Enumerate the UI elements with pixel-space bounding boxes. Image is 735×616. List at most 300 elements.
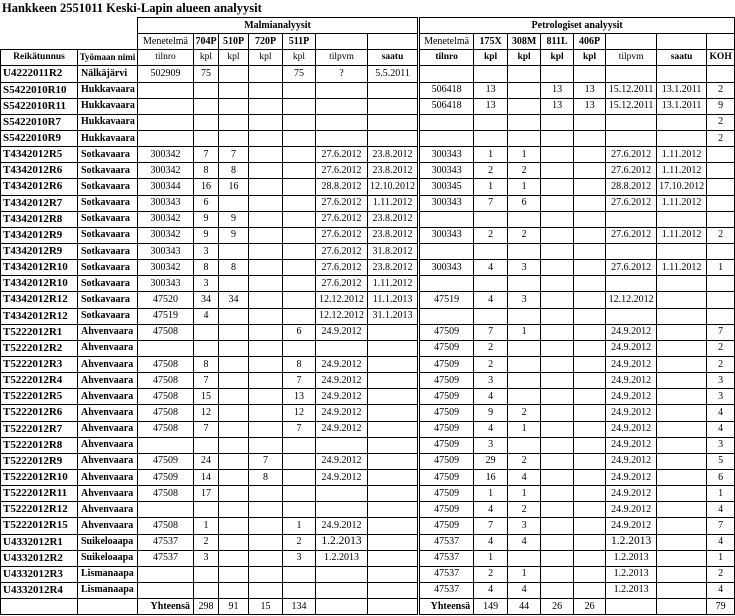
cell-ore-order-date bbox=[316, 486, 368, 502]
cell-petro-received-date bbox=[657, 243, 707, 259]
cell-ore-511p bbox=[283, 566, 316, 582]
cell-ore-704p: 14 bbox=[194, 469, 219, 485]
cell-petro-308m bbox=[508, 243, 541, 259]
cell-ore-704p: 12 bbox=[194, 405, 219, 421]
cell-ore-720p: 8 bbox=[249, 469, 283, 485]
cell-ore-order-no: 300343 bbox=[138, 243, 194, 259]
cell-petro-406p bbox=[574, 518, 606, 534]
cell-ore-order-no bbox=[138, 114, 194, 130]
cell-petro-811l bbox=[541, 437, 574, 453]
ore-analyses-header: Malmianalyysit bbox=[138, 18, 419, 34]
cell-petro-received-date bbox=[657, 356, 707, 372]
cell-ore-720p bbox=[249, 98, 283, 114]
cell-hole-id: S5422010R10 bbox=[1, 82, 78, 98]
cell-hole-id: T5222012R5 bbox=[1, 389, 78, 405]
cell-ore-order-date bbox=[316, 566, 368, 582]
cell-petro-order-no bbox=[419, 66, 474, 82]
cell-ore-received-date: 11.1.2013 bbox=[368, 292, 419, 308]
cell-petro-308m: 2 bbox=[508, 405, 541, 421]
cell-ore-received-date: 23.8.2012 bbox=[368, 227, 419, 243]
cell-petro-406p bbox=[574, 147, 606, 163]
analysis-table bbox=[0, 17, 735, 615]
cell-petro-308m bbox=[508, 276, 541, 292]
cell-petro-received-date bbox=[657, 469, 707, 485]
cell-ore-720p bbox=[249, 389, 283, 405]
cell-ore-order-date: 27.6.2012 bbox=[316, 147, 368, 163]
cell-ore-order-no: 47537 bbox=[138, 534, 194, 550]
cell-ore-order-date bbox=[316, 82, 368, 98]
cell-ore-order-no bbox=[138, 566, 194, 582]
cell-hole-id: S5422010R7 bbox=[1, 114, 78, 130]
cell-petro-308m bbox=[508, 373, 541, 389]
cell-petro-order-date bbox=[606, 114, 657, 130]
method-header-koh bbox=[707, 34, 735, 50]
table-row bbox=[1, 534, 735, 550]
cell-petro-received-date: 1.11.2012 bbox=[657, 260, 707, 276]
cell-hole-id: T5222012R6 bbox=[1, 405, 78, 421]
cell-petro-order-date bbox=[606, 276, 657, 292]
cell-petro-order-date: 27.6.2012 bbox=[606, 260, 657, 276]
cell-ore-720p bbox=[249, 486, 283, 502]
cell-ore-720p bbox=[249, 179, 283, 195]
cell-ore-510p bbox=[219, 518, 249, 534]
cell-site-name: Sotkavaara bbox=[78, 163, 138, 179]
cell-petro-order-date: 24.9.2012 bbox=[606, 453, 657, 469]
cell-ore-510p bbox=[219, 130, 249, 146]
cell-koh: 1 bbox=[707, 486, 735, 502]
cell-ore-720p bbox=[249, 130, 283, 146]
table-row bbox=[1, 502, 735, 518]
cell-ore-510p bbox=[219, 405, 249, 421]
table-row bbox=[1, 227, 735, 243]
cell-petro-175x: 1 bbox=[474, 147, 508, 163]
cell-hole-id: S5422010R9 bbox=[1, 130, 78, 146]
cell-petro-175x: 2 bbox=[474, 356, 508, 372]
cell-petro-order-no: 47509 bbox=[419, 324, 474, 340]
cell-ore-720p bbox=[249, 66, 283, 82]
cell-petro-308m: 6 bbox=[508, 195, 541, 211]
cell-petro-175x: 3 bbox=[474, 437, 508, 453]
cell-koh: 2 bbox=[707, 227, 735, 243]
cell-koh bbox=[707, 292, 735, 308]
cell-ore-510p bbox=[219, 389, 249, 405]
total-koh: 79 bbox=[707, 599, 735, 615]
cell-ore-order-date bbox=[316, 502, 368, 518]
cell-ore-510p bbox=[219, 66, 249, 82]
cell-site-name: Ahvenvaara bbox=[78, 356, 138, 372]
cell-petro-175x: 4 bbox=[474, 582, 508, 598]
cell-koh: 4 bbox=[707, 405, 735, 421]
method-header-petro-811l: 811L bbox=[541, 34, 574, 50]
cell-hole-id: T4342012R10 bbox=[1, 260, 78, 276]
cell-petro-order-date bbox=[606, 211, 657, 227]
column-header-ore-720p: kpl bbox=[249, 50, 283, 66]
cell-petro-order-no: 47509 bbox=[419, 469, 474, 485]
cell-ore-510p bbox=[219, 356, 249, 372]
cell-ore-order-date: ? bbox=[316, 66, 368, 82]
cell-petro-order-date: 24.9.2012 bbox=[606, 356, 657, 372]
cell-petro-received-date: 1.11.2012 bbox=[657, 195, 707, 211]
cell-petro-406p bbox=[574, 324, 606, 340]
total-petro-175x: 149 bbox=[474, 599, 508, 615]
table-row bbox=[1, 340, 735, 356]
cell-site-name: Sotkavaara bbox=[78, 308, 138, 324]
cell-petro-308m: 1 bbox=[508, 566, 541, 582]
cell-petro-175x bbox=[474, 66, 508, 82]
cell-petro-order-date: 1.2.2013 bbox=[606, 534, 657, 550]
cell-petro-order-date: 24.9.2012 bbox=[606, 389, 657, 405]
cell-petro-received-date bbox=[657, 405, 707, 421]
cell-ore-order-no: 300342 bbox=[138, 260, 194, 276]
cell-petro-order-date: 27.6.2012 bbox=[606, 227, 657, 243]
cell-ore-order-date bbox=[316, 582, 368, 598]
cell-ore-510p bbox=[219, 502, 249, 518]
cell-ore-order-date: 24.9.2012 bbox=[316, 356, 368, 372]
method-header-ore-720p: 720P bbox=[249, 34, 283, 50]
cell-petro-811l bbox=[541, 308, 574, 324]
cell-koh bbox=[707, 66, 735, 82]
cell-petro-175x bbox=[474, 130, 508, 146]
cell-petro-308m: 4 bbox=[508, 582, 541, 598]
cell-ore-order-no bbox=[138, 582, 194, 598]
cell-ore-order-date: 1.2.2013 bbox=[316, 534, 368, 550]
cell-ore-510p bbox=[219, 243, 249, 259]
cell-petro-received-date: 13.1.2011 bbox=[657, 82, 707, 98]
total-site-name bbox=[78, 599, 138, 615]
cell-ore-704p bbox=[194, 502, 219, 518]
cell-ore-510p bbox=[219, 534, 249, 550]
cell-ore-704p: 9 bbox=[194, 211, 219, 227]
cell-koh: 9 bbox=[707, 98, 735, 114]
cell-site-name: Sotkavaara bbox=[78, 211, 138, 227]
cell-ore-510p: 9 bbox=[219, 227, 249, 243]
cell-petro-308m: 3 bbox=[508, 518, 541, 534]
cell-ore-511p bbox=[283, 147, 316, 163]
cell-petro-406p bbox=[574, 566, 606, 582]
cell-ore-order-date bbox=[316, 437, 368, 453]
cell-petro-308m bbox=[508, 114, 541, 130]
cell-ore-511p: 3 bbox=[283, 550, 316, 566]
cell-koh: 3 bbox=[707, 437, 735, 453]
cell-ore-order-no: 300343 bbox=[138, 276, 194, 292]
cell-petro-order-no: 47509 bbox=[419, 518, 474, 534]
cell-ore-720p bbox=[249, 566, 283, 582]
cell-ore-704p: 9 bbox=[194, 227, 219, 243]
cell-ore-received-date bbox=[368, 405, 419, 421]
cell-ore-720p bbox=[249, 502, 283, 518]
cell-site-name: Sotkavaara bbox=[78, 195, 138, 211]
cell-ore-received-date bbox=[368, 550, 419, 566]
cell-ore-order-date: 12.12.2012 bbox=[316, 308, 368, 324]
cell-ore-order-no: 300342 bbox=[138, 211, 194, 227]
cell-ore-704p bbox=[194, 340, 219, 356]
cell-ore-order-date: 27.6.2012 bbox=[316, 276, 368, 292]
cell-koh bbox=[707, 276, 735, 292]
cell-petro-received-date bbox=[657, 66, 707, 82]
cell-ore-order-date: 27.6.2012 bbox=[316, 211, 368, 227]
cell-petro-308m: 1 bbox=[508, 147, 541, 163]
cell-ore-704p bbox=[194, 324, 219, 340]
cell-ore-order-no: 47508 bbox=[138, 356, 194, 372]
method-header-petro-order-date bbox=[606, 34, 657, 50]
cell-ore-510p bbox=[219, 550, 249, 566]
cell-koh: 2 bbox=[707, 114, 735, 130]
cell-ore-511p bbox=[283, 292, 316, 308]
cell-ore-720p bbox=[249, 405, 283, 421]
cell-ore-704p: 3 bbox=[194, 550, 219, 566]
cell-site-name: Hukkavaara bbox=[78, 82, 138, 98]
cell-petro-406p bbox=[574, 227, 606, 243]
cell-petro-175x: 4 bbox=[474, 502, 508, 518]
cell-ore-511p bbox=[283, 582, 316, 598]
cell-ore-received-date bbox=[368, 356, 419, 372]
cell-ore-order-date: 27.6.2012 bbox=[316, 227, 368, 243]
cell-petro-received-date bbox=[657, 373, 707, 389]
cell-hole-id: T5222012R4 bbox=[1, 373, 78, 389]
cell-ore-510p bbox=[219, 566, 249, 582]
cell-petro-received-date bbox=[657, 453, 707, 469]
cell-petro-406p bbox=[574, 356, 606, 372]
table-row bbox=[1, 437, 735, 453]
cell-site-name: Suikeloaapa bbox=[78, 534, 138, 550]
cell-ore-720p bbox=[249, 373, 283, 389]
cell-petro-order-date: 12.12.2012 bbox=[606, 292, 657, 308]
cell-site-name: Ahvenvaara bbox=[78, 453, 138, 469]
column-header-row bbox=[1, 50, 735, 66]
cell-petro-received-date bbox=[657, 566, 707, 582]
cell-petro-406p bbox=[574, 243, 606, 259]
cell-ore-511p bbox=[283, 114, 316, 130]
cell-ore-511p bbox=[283, 308, 316, 324]
column-header-petro-order-date: tilpvm bbox=[606, 50, 657, 66]
total-petro-received-date bbox=[657, 599, 707, 615]
table-row bbox=[1, 518, 735, 534]
cell-ore-order-no bbox=[138, 82, 194, 98]
cell-petro-308m bbox=[508, 340, 541, 356]
cell-ore-720p bbox=[249, 276, 283, 292]
cell-petro-175x: 2 bbox=[474, 227, 508, 243]
total-petro-308m: 44 bbox=[508, 599, 541, 615]
cell-petro-811l bbox=[541, 502, 574, 518]
cell-petro-175x: 4 bbox=[474, 421, 508, 437]
cell-ore-510p bbox=[219, 582, 249, 598]
cell-ore-704p: 75 bbox=[194, 66, 219, 82]
total-ore-704p: 298 bbox=[194, 599, 219, 615]
cell-ore-704p bbox=[194, 582, 219, 598]
cell-ore-order-no: 47519 bbox=[138, 308, 194, 324]
cell-ore-order-date: 28.8.2012 bbox=[316, 179, 368, 195]
cell-petro-406p bbox=[574, 453, 606, 469]
cell-ore-720p bbox=[249, 582, 283, 598]
cell-petro-order-date: 24.9.2012 bbox=[606, 437, 657, 453]
cell-ore-order-no: 47508 bbox=[138, 421, 194, 437]
column-header-site-name: Työmaan nimi bbox=[78, 50, 138, 66]
cell-petro-order-date bbox=[606, 66, 657, 82]
cell-ore-order-no: 47508 bbox=[138, 518, 194, 534]
cell-site-name: Suikeloaapa bbox=[78, 550, 138, 566]
cell-petro-811l: 13 bbox=[541, 82, 574, 98]
column-header-petro-order-no: tilnro bbox=[419, 50, 474, 66]
cell-ore-510p bbox=[219, 324, 249, 340]
table-row bbox=[1, 373, 735, 389]
method-header-petro-175x: 175X bbox=[474, 34, 508, 50]
cell-koh bbox=[707, 308, 735, 324]
cell-petro-175x: 7 bbox=[474, 195, 508, 211]
cell-ore-received-date bbox=[368, 566, 419, 582]
table-row bbox=[1, 405, 735, 421]
cell-ore-720p bbox=[249, 518, 283, 534]
cell-hole-id: T4342012R7 bbox=[1, 195, 78, 211]
table-row bbox=[1, 260, 735, 276]
cell-ore-510p: 34 bbox=[219, 292, 249, 308]
cell-petro-308m bbox=[508, 550, 541, 566]
cell-petro-received-date bbox=[657, 340, 707, 356]
cell-petro-406p bbox=[574, 534, 606, 550]
cell-ore-received-date bbox=[368, 502, 419, 518]
cell-ore-510p bbox=[219, 114, 249, 130]
total-petro-406p: 26 bbox=[574, 599, 606, 615]
cell-ore-720p bbox=[249, 292, 283, 308]
cell-site-name: Sotkavaara bbox=[78, 243, 138, 259]
cell-ore-order-date: 24.9.2012 bbox=[316, 453, 368, 469]
cell-site-name: Hukkavaara bbox=[78, 114, 138, 130]
cell-ore-order-date: 24.9.2012 bbox=[316, 373, 368, 389]
header-corner-blank bbox=[1, 18, 138, 50]
cell-ore-received-date: 23.8.2012 bbox=[368, 163, 419, 179]
cell-koh: 2 bbox=[707, 82, 735, 98]
cell-ore-704p: 7 bbox=[194, 147, 219, 163]
cell-ore-511p: 6 bbox=[283, 324, 316, 340]
cell-ore-order-no: 300342 bbox=[138, 227, 194, 243]
cell-ore-510p bbox=[219, 82, 249, 98]
cell-koh: 6 bbox=[707, 469, 735, 485]
total-ore-511p: 134 bbox=[283, 599, 316, 615]
cell-petro-811l bbox=[541, 276, 574, 292]
cell-petro-order-date: 28.8.2012 bbox=[606, 179, 657, 195]
cell-ore-704p: 8 bbox=[194, 260, 219, 276]
cell-ore-720p bbox=[249, 324, 283, 340]
cell-petro-received-date: 1.11.2012 bbox=[657, 163, 707, 179]
totals-label: Yhteensä bbox=[419, 599, 474, 615]
method-header-ore-511p: 511P bbox=[283, 34, 316, 50]
cell-ore-received-date: 31.8.2012 bbox=[368, 243, 419, 259]
cell-ore-order-date bbox=[316, 114, 368, 130]
cell-site-name: Hukkavaara bbox=[78, 130, 138, 146]
cell-petro-received-date bbox=[657, 421, 707, 437]
cell-ore-720p bbox=[249, 260, 283, 276]
cell-petro-811l bbox=[541, 130, 574, 146]
cell-ore-order-no bbox=[138, 130, 194, 146]
total-ore-order-date bbox=[316, 599, 368, 615]
cell-ore-510p bbox=[219, 453, 249, 469]
cell-ore-received-date: 5.5.2011 bbox=[368, 66, 419, 82]
cell-petro-received-date bbox=[657, 518, 707, 534]
cell-koh: 1 bbox=[707, 550, 735, 566]
cell-ore-510p: 9 bbox=[219, 211, 249, 227]
cell-site-name: Lismanaapa bbox=[78, 582, 138, 598]
cell-petro-received-date: 17.10.2012 bbox=[657, 179, 707, 195]
table-row bbox=[1, 211, 735, 227]
cell-petro-order-no: 300343 bbox=[419, 147, 474, 163]
cell-hole-id: T5222012R11 bbox=[1, 486, 78, 502]
cell-ore-511p bbox=[283, 98, 316, 114]
cell-petro-811l bbox=[541, 566, 574, 582]
cell-ore-704p: 7 bbox=[194, 421, 219, 437]
cell-petro-406p bbox=[574, 130, 606, 146]
cell-ore-511p bbox=[283, 486, 316, 502]
cell-petro-811l bbox=[541, 66, 574, 82]
cell-ore-720p bbox=[249, 243, 283, 259]
cell-ore-720p bbox=[249, 340, 283, 356]
cell-petro-order-no: 47537 bbox=[419, 550, 474, 566]
cell-hole-id: T5222012R7 bbox=[1, 421, 78, 437]
cell-ore-511p bbox=[283, 179, 316, 195]
table-row bbox=[1, 163, 735, 179]
cell-petro-175x: 4 bbox=[474, 260, 508, 276]
cell-ore-order-date: 24.9.2012 bbox=[316, 469, 368, 485]
cell-ore-704p bbox=[194, 114, 219, 130]
cell-hole-id: T4342012R6 bbox=[1, 179, 78, 195]
cell-ore-704p bbox=[194, 82, 219, 98]
cell-petro-308m bbox=[508, 437, 541, 453]
cell-petro-308m bbox=[508, 130, 541, 146]
cell-ore-received-date bbox=[368, 130, 419, 146]
cell-petro-175x: 16 bbox=[474, 469, 508, 485]
column-header-ore-order-date: tilpvm bbox=[316, 50, 368, 66]
cell-petro-811l bbox=[541, 469, 574, 485]
cell-ore-510p: 7 bbox=[219, 147, 249, 163]
method-header-petro-406p: 406P bbox=[574, 34, 606, 50]
cell-site-name: Ahvenvaara bbox=[78, 502, 138, 518]
cell-petro-175x: 7 bbox=[474, 324, 508, 340]
cell-koh: 2 bbox=[707, 130, 735, 146]
column-header-petro-811l: kpl bbox=[541, 50, 574, 66]
cell-petro-order-no bbox=[419, 114, 474, 130]
cell-petro-order-date: 24.9.2012 bbox=[606, 421, 657, 437]
cell-petro-811l: 13 bbox=[541, 98, 574, 114]
cell-ore-order-no: 47537 bbox=[138, 550, 194, 566]
cell-koh: 2 bbox=[707, 356, 735, 372]
column-header-petro-175x: kpl bbox=[474, 50, 508, 66]
cell-ore-received-date bbox=[368, 534, 419, 550]
cell-petro-order-no: 47509 bbox=[419, 437, 474, 453]
table-row bbox=[1, 486, 735, 502]
cell-site-name: Ahvenvaara bbox=[78, 373, 138, 389]
cell-petro-308m: 3 bbox=[508, 292, 541, 308]
cell-ore-order-date: 24.9.2012 bbox=[316, 421, 368, 437]
cell-petro-order-no: 47537 bbox=[419, 566, 474, 582]
cell-site-name: Nälkäjärvi bbox=[78, 66, 138, 82]
total-ore-received-date bbox=[368, 599, 419, 615]
cell-petro-308m: 2 bbox=[508, 453, 541, 469]
cell-ore-received-date: 1.11.2012 bbox=[368, 276, 419, 292]
cell-ore-order-date: 1.2.2013 bbox=[316, 550, 368, 566]
cell-petro-received-date bbox=[657, 582, 707, 598]
cell-petro-order-date: 15.12.2011 bbox=[606, 82, 657, 98]
cell-hole-id: U4332012R3 bbox=[1, 566, 78, 582]
cell-petro-order-no: 300343 bbox=[419, 260, 474, 276]
cell-ore-510p bbox=[219, 469, 249, 485]
cell-petro-order-date: 24.9.2012 bbox=[606, 340, 657, 356]
cell-koh: 4 bbox=[707, 502, 735, 518]
cell-ore-511p bbox=[283, 469, 316, 485]
cell-petro-order-date: 1.2.2013 bbox=[606, 550, 657, 566]
cell-petro-811l bbox=[541, 114, 574, 130]
cell-hole-id: T4342012R12 bbox=[1, 308, 78, 324]
cell-hole-id: T5222012R15 bbox=[1, 518, 78, 534]
cell-petro-308m: 4 bbox=[508, 534, 541, 550]
cell-petro-175x: 1 bbox=[474, 179, 508, 195]
